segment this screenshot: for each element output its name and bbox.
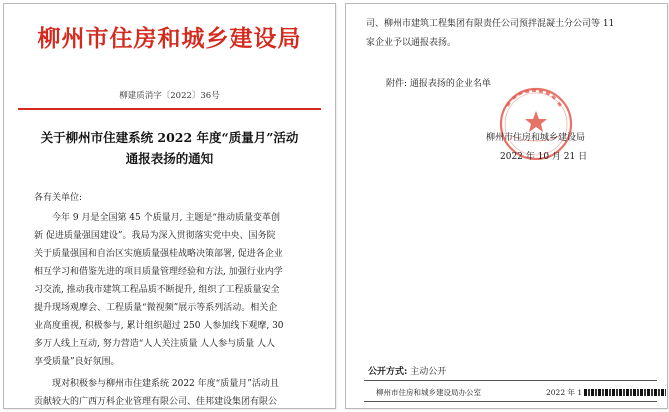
document-number: 柳建质消字〔2022〕36号 <box>119 91 220 101</box>
signature-date: 2022 年 10 月 21 日 <box>500 152 588 162</box>
body-line: 贡献较大的广西万科企业管理有限公司、佳邦建设集团有限公 <box>34 397 278 407</box>
salutation: 各有关单位: <box>34 193 83 203</box>
footer-date <box>546 387 666 398</box>
footer-rule-bottom <box>364 401 657 402</box>
attachment-line: 附件: 通报表扬的企业名单 <box>386 79 491 89</box>
body-line: 多万人线上互动, 努力营造“人人关注质量 人人参与质量 人人 <box>34 339 276 349</box>
document-title-line-1: 关于柳州市住建系统 2022 年度“质量月”活动 <box>40 130 299 145</box>
body-line: 相互学习和借鉴先进的项目质量管理经验和方法, 加强行业内学 <box>34 267 283 277</box>
document-page-right <box>345 3 668 409</box>
body-line: 新 促进质量强国建设”。我局为深入贯彻落实党中央、国务院 <box>34 231 276 241</box>
redacted-text <box>584 389 666 396</box>
footer-date-prefix: 2022 年 1 <box>546 388 583 397</box>
body-line: 家企业予以通报表扬。 <box>366 38 457 48</box>
document-page-left <box>3 3 336 409</box>
body-line: 今年 9 月是全国第 45 个质量月, 主题是“推动质量变革创 <box>52 213 280 223</box>
body-line: 现对积极参与柳州市住建系统 2022 年度“质量月”活动且 <box>52 379 279 389</box>
signature-organization: 柳州市住房和城乡建设局 <box>486 133 586 143</box>
document-title-line-2: 通报表扬的通知 <box>125 151 214 166</box>
body-line: 业高度重视, 积极参与, 累计组织超过 250 人参加线下观摩, 30 <box>34 321 284 331</box>
body-line: 提升现场观摩会、工程质量“微视频”展示等系列活动。相关企 <box>34 303 278 313</box>
disclosure-value: 主动公开 <box>410 367 447 377</box>
body-line: 享受质量”良好氛围。 <box>34 357 120 367</box>
body-line: 习交流, 推动我市建筑工程品质不断提升, 组织了工程质量安全 <box>34 285 280 295</box>
body-line: 司、柳州市建筑工程集团有限责任公司预拌混凝土分公司等 11 <box>366 19 615 29</box>
body-line: 关于质量强国和自治区实施质量强桂战略决策部署, 促进各企业 <box>34 249 283 259</box>
disclosure-label: 公开方式: <box>368 367 408 377</box>
masthead-title: 柳州市住房和城乡建设局 <box>37 25 302 52</box>
disclosure-line <box>368 364 446 377</box>
footer-office: 柳州市住房和城乡建设局办公室 <box>376 388 481 397</box>
footer-rule-top <box>364 380 657 381</box>
masthead-red-rule <box>18 108 321 110</box>
